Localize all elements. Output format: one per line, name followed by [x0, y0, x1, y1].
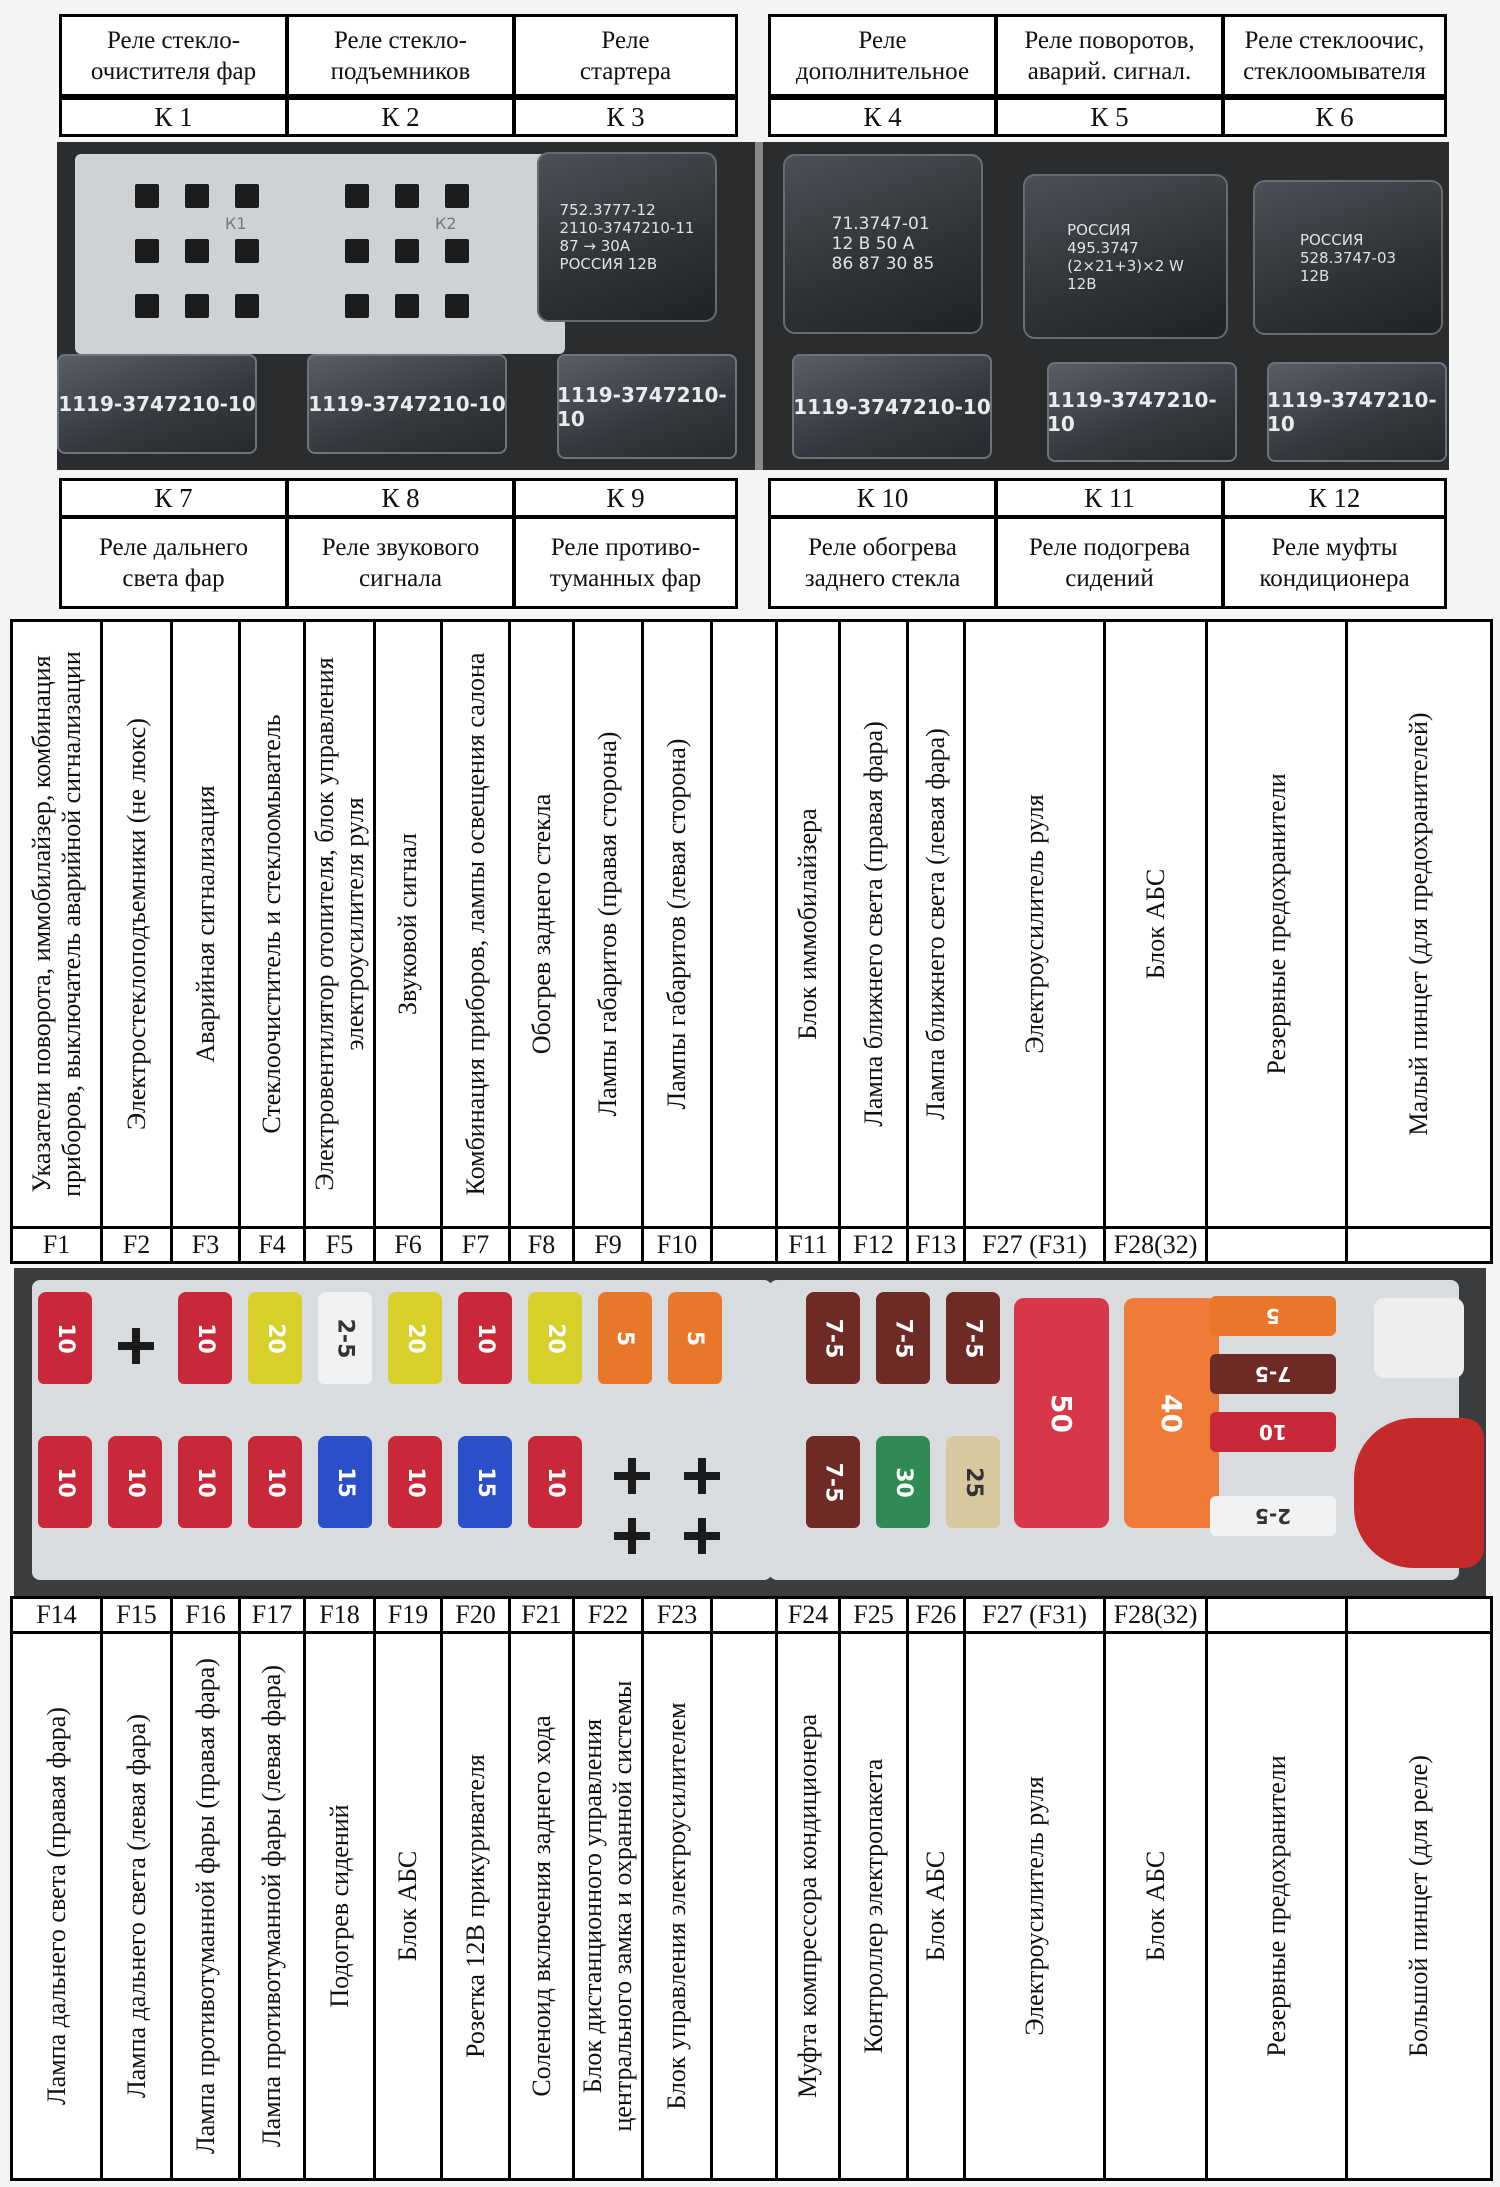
fuse-bottom-code-f28-32-: F28(32) — [1103, 1596, 1208, 1634]
fuse-bottom-code-f18: F18 — [303, 1596, 376, 1634]
fuse-top-desc-text: Лампы габаритов (правая сторона) — [593, 731, 622, 1117]
fuse-bottom-code-f24: F24 — [775, 1596, 841, 1634]
fuse-box-right — [769, 1280, 1459, 1580]
fuse-top-4: 2-5 — [318, 1292, 372, 1384]
fuse-bottom-4: 15 — [318, 1436, 372, 1528]
relay-name-k3: Реле стартера — [513, 14, 738, 97]
fuse-top-desc-text: Стеклоочиститель и стеклоомыватель — [257, 714, 286, 1134]
relay-code-k12: К 12 — [1222, 478, 1447, 518]
relay-block-photo — [57, 142, 1449, 470]
fuse-bottom-code-f19: F19 — [373, 1596, 443, 1634]
fuse-top-desc-text: Лампа ближнего света (левая фара) — [921, 728, 950, 1120]
fuse-top-desc-10 — [710, 619, 778, 1229]
fuse-top-desc-text: Звуковой сигнал — [393, 833, 422, 1016]
fuse-top-desc-6 — [440, 619, 511, 1229]
fuse-bottom-7: 10 — [528, 1436, 582, 1528]
fuse-bottom-desc-4 — [303, 1631, 376, 2181]
spare-fuse-0: 5 — [1210, 1296, 1336, 1336]
relay-name-k7: Реле дальнего света фар — [59, 516, 288, 609]
fuse-bottom-code-f27-f31-: F27 (F31) — [963, 1596, 1106, 1634]
relay-code-k7: К 7 — [59, 478, 288, 518]
fuse-bottom-code-f16: F16 — [170, 1596, 241, 1634]
fuse-bottom-desc-11 — [775, 1631, 841, 2181]
fuse-top-desc-0 — [10, 619, 103, 1229]
relay-code-k9: К 9 — [513, 478, 738, 518]
fuse-top-12: 7-5 — [946, 1292, 1000, 1384]
fuse-bottom-desc-3 — [238, 1631, 306, 2181]
relay-k10: 1119-3747210-10 — [792, 354, 992, 459]
fuse-bottom-code-f15: F15 — [100, 1596, 173, 1634]
fuse-bottom-code-blank-16 — [1205, 1596, 1348, 1634]
fuse-top-desc-text: Обогрев заднего стекла — [526, 793, 556, 1055]
fuse-bottom-code-f23: F23 — [641, 1596, 713, 1634]
fuse-bottom-code-f26: F26 — [906, 1596, 966, 1634]
fuse-top-1 — [118, 1328, 154, 1364]
fuse-top-desc-text: Указатели поворота, иммобилайзер, комбинация приборов, выключатель аварийной сигнализации — [26, 651, 86, 1197]
fuse-bottom-code-blank-17 — [1345, 1596, 1493, 1634]
fuse-top-desc-12 — [838, 619, 909, 1229]
fuse-bottom-code-f21: F21 — [508, 1596, 575, 1634]
relay-code-k11: К 11 — [995, 478, 1224, 518]
fuse-top-code-blank-17 — [1345, 1226, 1493, 1264]
relay-k12: 1119-3747210-10 — [1267, 362, 1447, 462]
fuse-top-desc-text: Блок АБС — [1140, 868, 1170, 980]
fuse-bottom-desc-10 — [710, 1631, 778, 2181]
fuse-bottom-desc-text: Блок АБС — [1140, 1850, 1170, 1962]
relay-name-k6: Реле стеклоочис, стеклоомывателя — [1222, 14, 1447, 97]
fuse-bottom-desc-text: Соленоид включения заднего хода — [526, 1715, 556, 2097]
fuse-top-desc-16 — [1205, 619, 1348, 1229]
socket-mark-k2: К2 — [435, 214, 457, 233]
fuse-bottom-desc-8 — [572, 1631, 644, 2181]
fuse-top-0: 10 — [38, 1292, 92, 1384]
fuse-top-10: 7-5 — [806, 1292, 860, 1384]
fuse-top-code-f6: F6 — [373, 1226, 443, 1264]
relay-name-k9: Реле противо- туманных фар — [513, 516, 738, 609]
empty-relay-sockets — [75, 154, 565, 354]
fuse-bottom-code-f20: F20 — [440, 1596, 511, 1634]
fuse-bottom-10: 25 — [946, 1436, 1000, 1528]
relay-name-k10: Реле обогрева заднего стекла — [768, 516, 997, 609]
empty-fuse-slot — [684, 1458, 720, 1494]
fuse-block-photo — [14, 1268, 1486, 1598]
fuse-top-desc-text: Лампа ближнего света (правая фара) — [858, 721, 888, 1127]
relay-k6: РОССИЯ 528.3747-03 12В — [1253, 180, 1443, 335]
fuse-bottom-desc-0 — [10, 1631, 103, 2181]
fuse-top-desc-4 — [303, 619, 376, 1229]
relay-code-k4: К 4 — [768, 97, 997, 137]
fuse-bottom-0: 10 — [38, 1436, 92, 1528]
fuse-bottom-desc-text: Электроусилитель руля — [1019, 1776, 1049, 2036]
fuse-top-desc-11 — [775, 619, 841, 1229]
fuse-top-desc-5 — [373, 619, 443, 1229]
fuse-bottom-desc-text: Лампа противотуманной фары (правая фара) — [190, 1658, 220, 2154]
fuse-bottom-desc-16 — [1205, 1631, 1348, 2181]
fuse-top-desc-7 — [508, 619, 575, 1229]
fuse-top-7: 20 — [528, 1292, 582, 1384]
fuse-bottom-desc-5 — [373, 1631, 443, 2181]
fuse-bottom-5: 10 — [388, 1436, 442, 1528]
fuse-top-desc-17 — [1345, 619, 1493, 1229]
fuse-top-5: 20 — [388, 1292, 442, 1384]
relay-k11: 1119-3747210-10 — [1047, 362, 1237, 462]
fuse-bottom-desc-2 — [170, 1631, 241, 2181]
fuse-top-desc-text: Комбинация приборов, лампы освещения салона — [460, 652, 490, 1196]
relay-code-k8: К 8 — [286, 478, 515, 518]
fuse-bottom-2: 10 — [178, 1436, 232, 1528]
fuse-top-code-f7: F7 — [440, 1226, 511, 1264]
fuse-bottom-3: 10 — [248, 1436, 302, 1528]
fuse-top-code-f4: F4 — [238, 1226, 306, 1264]
fuse-bottom-desc-text: Большой пинцет (для реле) — [1404, 1755, 1433, 2057]
relay-k7: 1119-3747210-10 — [57, 354, 257, 454]
relay-code-k2: К 2 — [286, 97, 515, 137]
empty-fuse-slot — [614, 1458, 650, 1494]
fuse-top-desc-text: Блок иммобилайзера — [793, 808, 822, 1040]
fuse-bottom-desc-text: Розетка 12В прикуривателя — [460, 1754, 490, 2058]
fuse-top-desc-text: Электроусилитель руля — [1019, 794, 1049, 1054]
fuse-bottom-desc-9 — [641, 1631, 713, 2181]
relay-k3: 752.3777-12 2110-3747210-11 87 → 30A РОССИЯ 12В — [537, 152, 717, 322]
fuse-top-desc-15 — [1103, 619, 1208, 1229]
relay-k4: 71.3747-01 12 B 50 A 86 87 30 85 — [783, 154, 983, 334]
fuse-top-code-f28-32-: F28(32) — [1103, 1226, 1208, 1264]
fuse-bottom-desc-17 — [1345, 1631, 1493, 2181]
fuse-bottom-desc-text: Контроллер электропакета — [858, 1758, 888, 2054]
fuse-top-9: 5 — [668, 1292, 722, 1384]
relay-name-k1: Реле стекло- очистителя фар — [59, 14, 288, 97]
fuse-top-code-blank-10 — [710, 1226, 778, 1264]
relay-name-k12: Реле муфты кондиционера — [1222, 516, 1447, 609]
fuse-top-code-f27-f31-: F27 (F31) — [963, 1226, 1106, 1264]
fuse-bottom-6: 15 — [458, 1436, 512, 1528]
fuse-top-code-f2: F2 — [100, 1226, 173, 1264]
fuse-bottom-code-f22: F22 — [572, 1596, 644, 1634]
fuse-bottom-1: 10 — [108, 1436, 162, 1528]
fuse-bottom-8: 7-5 — [806, 1436, 860, 1528]
tweezer-large — [1354, 1418, 1484, 1568]
fuse-bottom-desc-text: Лампа противотуманной фары (левая фара) — [257, 1665, 286, 2147]
fuse-bottom-desc-text: Лампа дальнего света (правая фара) — [41, 1707, 71, 2105]
fuse-top-desc-text: Малый пинцет (для предохранителей) — [1404, 712, 1433, 1136]
fuse-top-desc-8 — [572, 619, 644, 1229]
fuse-bottom-code-blank-10 — [710, 1596, 778, 1634]
fuse-bottom-code-f14: F14 — [10, 1596, 103, 1634]
fuse-top-code-f10: F10 — [641, 1226, 713, 1264]
fuse-top-desc-text: Аварийная сигнализация — [190, 785, 220, 1063]
fuse-top-code-blank-16 — [1205, 1226, 1348, 1264]
fuse-bottom-desc-6 — [440, 1631, 511, 2181]
fuse-top-code-f5: F5 — [303, 1226, 376, 1264]
fuse-top-desc-9 — [641, 619, 713, 1229]
relay-name-k2: Реле стекло- подъемников — [286, 14, 515, 97]
fuse-bottom-desc-text: Подогрев сидений — [324, 1804, 354, 2008]
fuse-bottom-desc-7 — [508, 1631, 575, 2181]
relay-name-k11: Реле подогрева сидений — [995, 516, 1224, 609]
fuse-top-desc-text: Электростеклоподъемники (не люкс) — [121, 718, 151, 1130]
relay-code-k6: К 6 — [1222, 97, 1447, 137]
fuse-top-code-f1: F1 — [10, 1226, 103, 1264]
fuse-top-11: 7-5 — [876, 1292, 930, 1384]
relay-k5: РОССИЯ 495.3747 (2×21+3)×2 W 12В — [1023, 174, 1228, 339]
relay-code-k10: К 10 — [768, 478, 997, 518]
fuse-top-6: 10 — [458, 1292, 512, 1384]
spare-fuse-2: 10 — [1210, 1412, 1336, 1452]
relay-code-k3: К 3 — [513, 97, 738, 137]
fuse-top-code-f3: F3 — [170, 1226, 241, 1264]
fuse-bottom-desc-text: Блок управления электроусилителем — [662, 1702, 691, 2110]
fuse-bottom-desc-text: Блок АБС — [393, 1850, 422, 1962]
relay-k8: 1119-3747210-10 — [307, 354, 507, 454]
fuse-top-8: 5 — [598, 1292, 652, 1384]
relay-k9: 1119-3747210-10 — [557, 354, 737, 459]
fuse-bottom-desc-12 — [838, 1631, 909, 2181]
fuse-bottom-desc-text: Блок АБС — [921, 1850, 950, 1962]
panel-divider — [755, 142, 763, 470]
maxi-fuse-0: 50 — [1014, 1298, 1109, 1528]
spare-fuse-1: 7-5 — [1210, 1354, 1336, 1394]
relay-code-k5: К 5 — [995, 97, 1224, 137]
relay-code-k1: К 1 — [59, 97, 288, 137]
relay-name-k8: Реле звукового сигнала — [286, 516, 515, 609]
fuse-top-3: 20 — [248, 1292, 302, 1384]
fuse-top-desc-3 — [238, 619, 306, 1229]
empty-fuse-slot — [684, 1518, 720, 1554]
fuse-bottom-desc-text: Резервные предохранители — [1261, 1755, 1291, 2057]
fuse-bottom-desc-14 — [963, 1631, 1106, 2181]
fuse-top-desc-text: Резервные предохранители — [1261, 773, 1291, 1075]
relay-name-k5: Реле поворотов, аварий. сигнал. — [995, 14, 1224, 97]
spare-fuse-3: 2-5 — [1210, 1496, 1336, 1536]
fuse-bottom-desc-text: Муфта компрессора кондиционера — [793, 1713, 822, 2099]
fuse-top-desc-13 — [906, 619, 966, 1229]
fuse-top-code-f9: F9 — [572, 1226, 644, 1264]
fuse-top-desc-text: Лампы габаритов (левая сторона) — [662, 738, 691, 1110]
fuse-bottom-desc-text: Лампа дальнего света (левая фара) — [121, 1714, 151, 2098]
fuse-bottom-code-f17: F17 — [238, 1596, 306, 1634]
fuse-top-code-f13: F13 — [906, 1226, 966, 1264]
relay-name-k4: Реле дополнительное — [768, 14, 997, 97]
fuse-bottom-code-f25: F25 — [838, 1596, 909, 1634]
fuse-top-desc-text: Электровентилятор отопителя, блок управления электроусилителя руля — [309, 657, 369, 1191]
fuse-bottom-desc-13 — [906, 1631, 966, 2181]
tweezer-small — [1374, 1298, 1464, 1378]
fuse-bottom-desc-1 — [100, 1631, 173, 2181]
socket-mark-k1: К1 — [225, 214, 247, 233]
maxi-fuse-1: 40 — [1124, 1298, 1219, 1528]
fuse-bottom-desc-15 — [1103, 1631, 1208, 2181]
empty-fuse-slot — [614, 1518, 650, 1554]
fuse-top-code-f12: F12 — [838, 1226, 909, 1264]
fuse-top-desc-2 — [170, 619, 241, 1229]
fuse-top-desc-1 — [100, 619, 173, 1229]
fuse-bottom-9: 30 — [876, 1436, 930, 1528]
fuse-bottom-desc-text: Блок дистанционного управления центрального замка и охранной системы — [578, 1680, 637, 2132]
fuse-top-desc-14 — [963, 619, 1106, 1229]
fuse-top-code-f11: F11 — [775, 1226, 841, 1264]
fuse-top-code-f8: F8 — [508, 1226, 575, 1264]
fuse-top-2: 10 — [178, 1292, 232, 1384]
